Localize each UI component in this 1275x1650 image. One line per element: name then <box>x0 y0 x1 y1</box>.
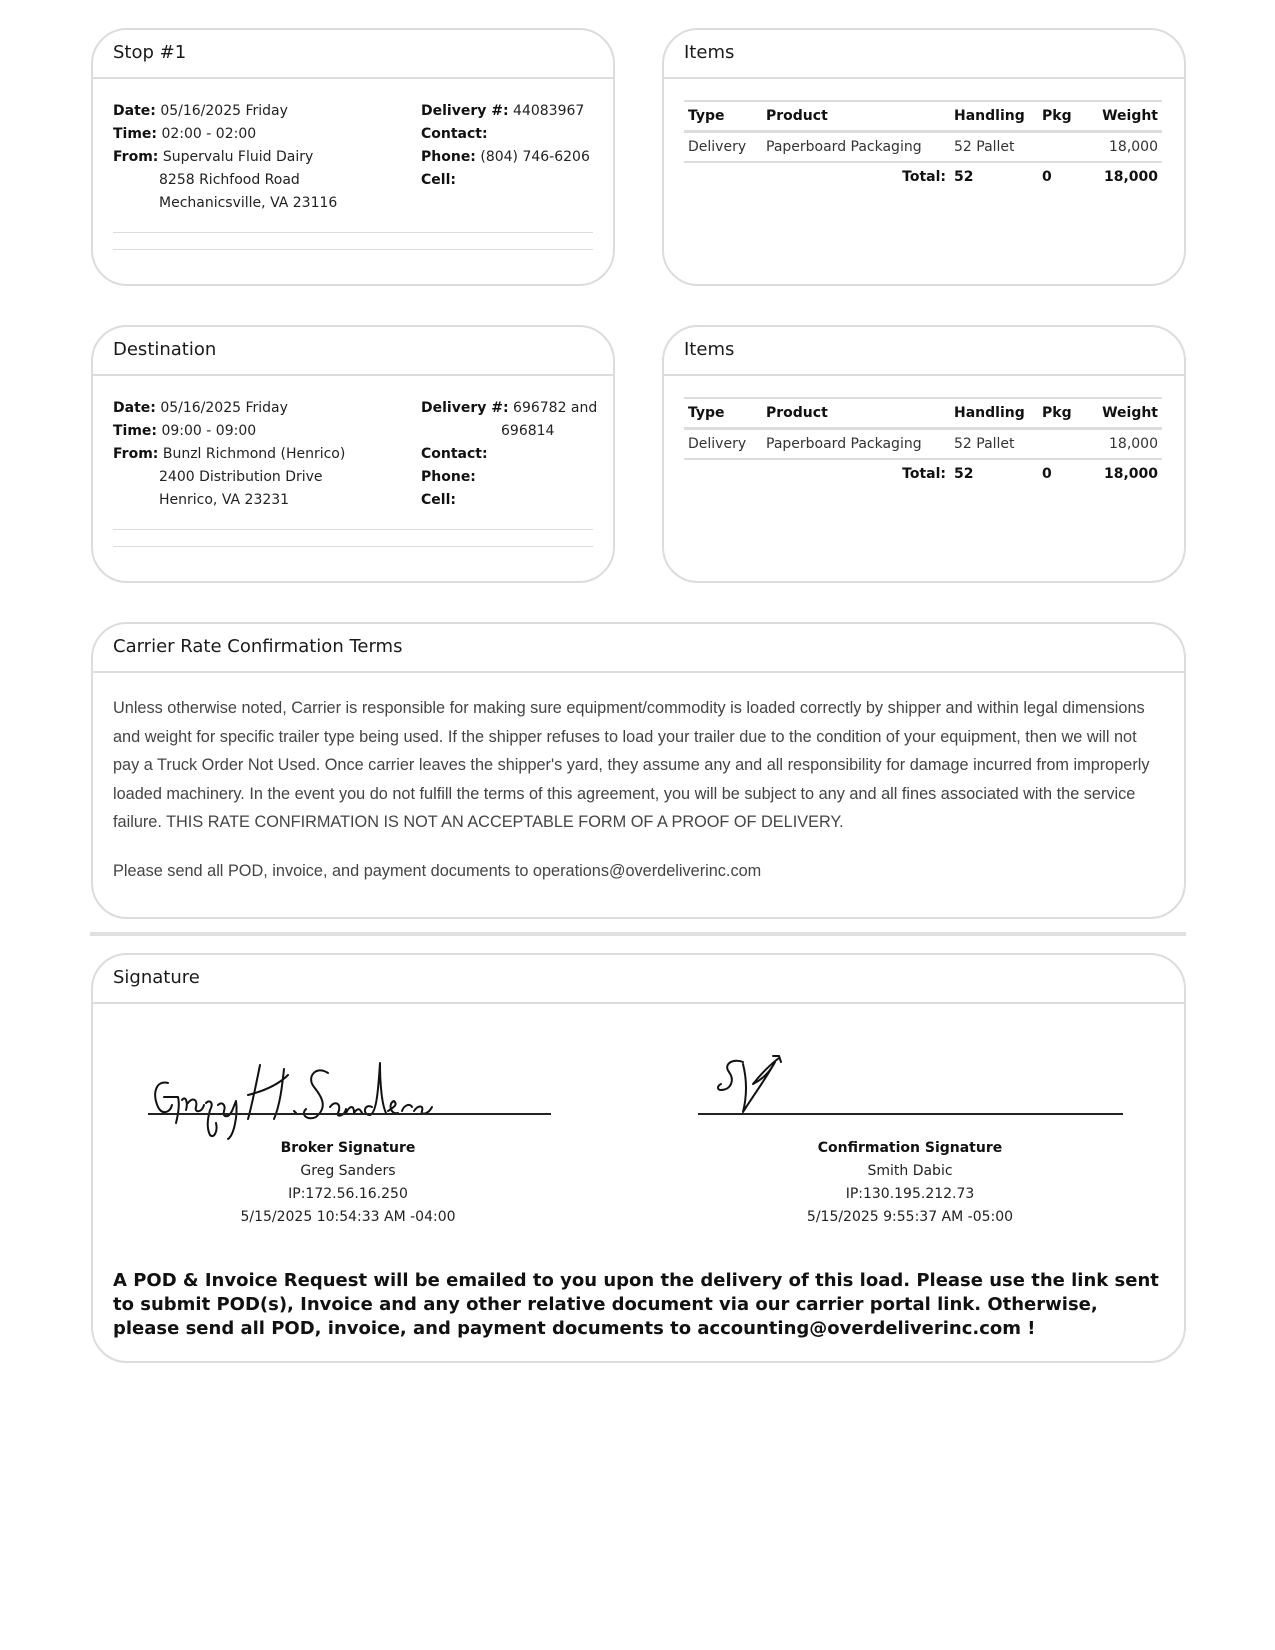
destination-delivery-number-cont: 696814 <box>501 423 555 439</box>
table-header-row <box>684 398 1162 429</box>
destination-right-info <box>421 397 597 512</box>
cell-product: Paperboard Packaging <box>762 429 950 460</box>
destination-items-title: Items <box>684 339 735 360</box>
confirmation-timestamp: 5/15/2025 9:55:37 AM -05:00 <box>806 1209 1014 1225</box>
total-weight: 18,000 <box>1103 169 1158 185</box>
destination-title: Destination <box>113 339 217 360</box>
divider <box>113 546 593 547</box>
total-row <box>684 459 1162 488</box>
total-weight: 18,000 <box>1103 466 1158 482</box>
total-row <box>684 162 1162 191</box>
phone-label: Phone: <box>421 469 476 485</box>
table-row <box>684 132 1162 163</box>
col-pkg: Pkg <box>1038 101 1094 132</box>
cell-label: Cell: <box>421 172 456 188</box>
col-handling: Handling <box>950 101 1038 132</box>
signature-title-rule <box>93 1002 1184 1004</box>
terms-paragraph: Unless otherwise noted, Carrier is responsible for making sure equipment/commodity is loaded correctly by shipper and within legal dimensions and weight for specific trailer type being used. If the shipper refuses to load your trailer due to the condition of your equipment, then we will not pay a Truck Order Not Used. Once carrier leaves the shipper's yard, they assume any and all responsibility for damage incurred from improperly loaded machinery. In the event you do not fulfill the terms of this agreement, you will be subject to any and all fines associated with the service failure. THIS RATE CONFIRMATION IS NOT AN ACCEPTABLE FORM OF A PROOF OF DELIVERY. <box>113 699 1150 832</box>
stop-from-name: Supervalu Fluid Dairy <box>162 149 314 165</box>
destination-items-card <box>662 325 1186 583</box>
col-handling: Handling <box>950 398 1038 429</box>
confirmation-signature-line <box>698 1113 1123 1115</box>
col-weight: Weight <box>1094 101 1162 132</box>
destination-left-info <box>113 397 345 512</box>
cell-weight: 18,000 <box>1094 132 1162 163</box>
cell-label: Cell: <box>421 492 456 508</box>
destination-items-title-rule <box>664 374 1184 376</box>
cell-product: Paperboard Packaging <box>762 132 950 163</box>
stop-items-title: Items <box>684 42 735 63</box>
signature-card <box>91 953 1186 1363</box>
divider <box>113 232 593 233</box>
confirmation-ip: IP:130.195.212.73 <box>845 1186 975 1202</box>
stop-title: Stop #1 <box>113 42 187 63</box>
destination-date: 05/16/2025 Friday <box>160 400 288 416</box>
terms-title-rule <box>93 671 1184 673</box>
col-pkg: Pkg <box>1038 398 1094 429</box>
total-handling: 52 <box>954 169 974 185</box>
broker-ip: IP:172.56.16.250 <box>288 1186 408 1202</box>
total-pkg: 0 <box>1042 466 1052 482</box>
col-product: Product <box>762 101 950 132</box>
stop-date: 05/16/2025 Friday <box>160 103 288 119</box>
from-label: From: <box>113 149 159 165</box>
confirmation-signature-image <box>713 1050 793 1120</box>
contact-label: Contact: <box>421 126 488 142</box>
col-weight: Weight <box>1094 398 1162 429</box>
signature-title: Signature <box>113 967 200 988</box>
cell-handling: 52 Pallet <box>950 132 1038 163</box>
terms-send-note: Please send all POD, invoice, and payment documents to operations@overdeliverinc.com <box>113 862 762 880</box>
col-type: Type <box>684 398 762 429</box>
confirmation-signature-block <box>760 1137 1060 1229</box>
stop-items-card <box>662 28 1186 286</box>
stop-phone: (804) 746-6206 <box>480 149 590 165</box>
destination-items-table <box>684 397 1162 488</box>
total-pkg: 0 <box>1042 169 1052 185</box>
table-row <box>684 429 1162 460</box>
col-product: Product <box>762 398 950 429</box>
stop-left-info <box>113 100 337 215</box>
stop-time: 02:00 - 02:00 <box>161 126 257 142</box>
stop-delivery-number: 44083967 <box>513 103 585 119</box>
date-label: Date: <box>113 103 156 119</box>
terms-card <box>91 622 1186 919</box>
cell-pkg <box>1038 429 1094 460</box>
section-divider <box>90 932 1186 936</box>
destination-from-name: Bunzl Richmond (Henrico) <box>162 446 346 462</box>
stop-items-title-rule <box>664 77 1184 79</box>
destination-time: 09:00 - 09:00 <box>161 423 257 439</box>
destination-from-address2: Henrico, VA 23231 <box>159 492 290 508</box>
broker-signature-line <box>148 1113 551 1115</box>
broker-timestamp: 5/15/2025 10:54:33 AM -04:00 <box>240 1209 456 1225</box>
destination-from-address1: 2400 Distribution Drive <box>159 469 323 485</box>
stop-card <box>91 28 615 286</box>
col-type: Type <box>684 101 762 132</box>
confirmation-name: Smith Dabic <box>867 1163 953 1179</box>
broker-signature-image <box>148 1055 448 1145</box>
total-label: Total: <box>902 466 946 482</box>
time-label: Time: <box>113 126 158 142</box>
total-label: Total: <box>902 169 946 185</box>
cell-type: Delivery <box>684 429 762 460</box>
destination-title-rule <box>93 374 613 376</box>
stop-from-address2: Mechanicsville, VA 23116 <box>159 195 338 211</box>
divider <box>113 249 593 250</box>
stop-items-table <box>684 100 1162 191</box>
table-header-row <box>684 101 1162 132</box>
pod-invoice-note: A POD & Invoice Request will be emailed to you upon the delivery of this load. Please use the link sent to submit POD(s), Invoice and any other relative document via our carrier portal link. Otherwise, please send all POD, invoice, and payment documents to accounting@overdeliverinc.com ! <box>113 1270 1159 1339</box>
stop-title-rule <box>93 77 613 79</box>
contact-label: Contact: <box>421 446 488 462</box>
divider <box>113 529 593 530</box>
broker-signature-block <box>198 1137 498 1229</box>
cell-weight: 18,000 <box>1094 429 1162 460</box>
terms-title: Carrier Rate Confirmation Terms <box>113 636 403 657</box>
broker-signature-label: Broker Signature <box>280 1140 416 1156</box>
delivery-label: Delivery #: <box>421 103 509 119</box>
confirmation-signature-label: Confirmation Signature <box>817 1140 1003 1156</box>
destination-card <box>91 325 615 583</box>
destination-delivery-number: 696782 and <box>513 400 598 416</box>
from-label: From: <box>113 446 159 462</box>
delivery-label: Delivery #: <box>421 400 509 416</box>
stop-right-info <box>421 100 590 192</box>
cell-pkg <box>1038 132 1094 163</box>
date-label: Date: <box>113 400 156 416</box>
stop-from-address1: 8258 Richfood Road <box>159 172 300 188</box>
phone-label: Phone: <box>421 149 476 165</box>
total-handling: 52 <box>954 466 974 482</box>
cell-handling: 52 Pallet <box>950 429 1038 460</box>
broker-name: Greg Sanders <box>300 1163 396 1179</box>
time-label: Time: <box>113 423 158 439</box>
cell-type: Delivery <box>684 132 762 163</box>
